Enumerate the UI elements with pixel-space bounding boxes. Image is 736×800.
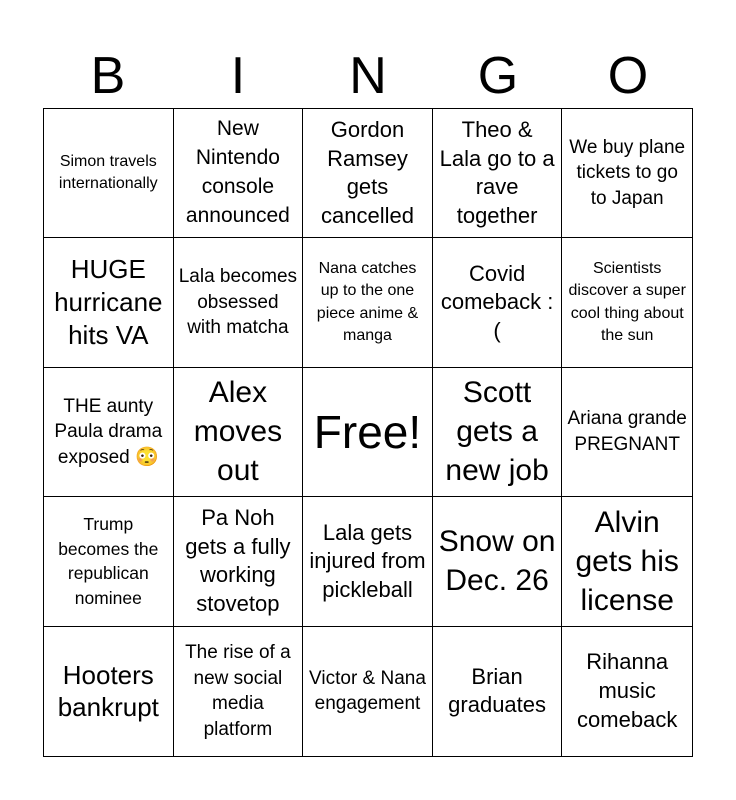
bingo-cell[interactable]: We buy plane tickets to go to Japan	[562, 109, 692, 238]
bingo-cell[interactable]: Nana catches up to the one piece anime & manga	[303, 238, 433, 367]
bingo-cell[interactable]: Scott gets a new job	[433, 368, 563, 497]
header-letter-n: N	[349, 47, 387, 105]
bingo-cell[interactable]: Trump becomes the republican nominee	[44, 497, 174, 626]
bingo-cell[interactable]: Snow on Dec. 26	[433, 497, 563, 626]
bingo-cell[interactable]: Theo & Lala go to a rave together	[433, 109, 563, 238]
bingo-cell[interactable]: THE aunty Paula drama exposed 😳	[44, 368, 174, 497]
bingo-cell[interactable]: Lala gets injured from pickleball	[303, 497, 433, 626]
bingo-header	[43, 44, 693, 108]
bingo-cell[interactable]: Alvin gets his license	[562, 497, 692, 626]
bingo-cell[interactable]: Lala becomes obsessed with matcha	[174, 238, 304, 367]
bingo-cell[interactable]: Covid comeback :(	[433, 238, 563, 367]
bingo-cell[interactable]: The rise of a new social media platform	[174, 627, 304, 756]
bingo-board	[43, 108, 693, 757]
bingo-cell[interactable]: Victor & Nana engagement	[303, 627, 433, 756]
bingo-cell[interactable]: Hooters bankrupt	[44, 627, 174, 756]
bingo-cell[interactable]: Alex moves out	[174, 368, 304, 497]
header-letter-g: G	[477, 47, 519, 105]
header-letter-i: I	[230, 47, 246, 105]
bingo-cell[interactable]: Rihanna music comeback	[577, 649, 678, 732]
bingo-cell[interactable]: Ariana grande PREGNANT	[562, 368, 692, 497]
bingo-cell[interactable]: Gordon Ramsey gets cancelled	[303, 109, 433, 238]
bingo-cell[interactable]: Pa Noh gets a fully working stovetop	[174, 497, 304, 626]
bingo-cell[interactable]: Scientists discover a super cool thing about the sun	[562, 238, 692, 367]
bingo-cell[interactable]: HUGE hurricane hits VA	[44, 238, 174, 367]
bingo-cell[interactable]: Brian graduates	[433, 627, 563, 756]
header-letter-o: O	[607, 47, 649, 105]
bingo-cell[interactable]: New Nintendo console announced	[174, 109, 304, 238]
header-letter-b: B	[90, 47, 126, 105]
bingo-cell[interactable]: Simon travels internationally	[44, 109, 174, 238]
free-space-cell[interactable]: Free!	[303, 368, 433, 497]
